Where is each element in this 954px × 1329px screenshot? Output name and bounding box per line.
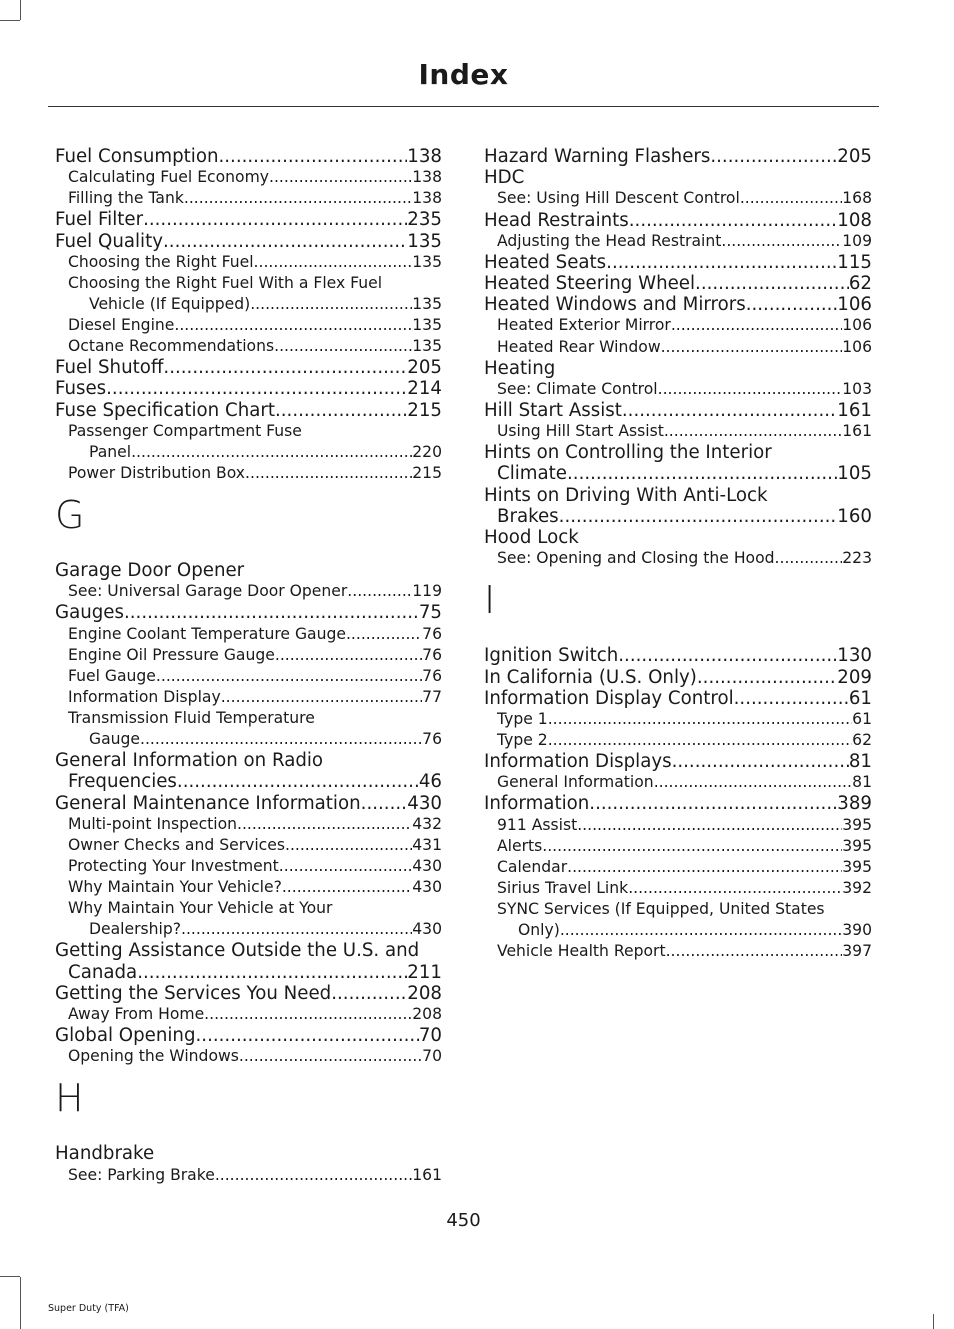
entry-page-number: 76: [422, 666, 442, 685]
index-subentry: [55, 294, 442, 315]
index-entry: [484, 485, 872, 506]
entry-text: Multi-point Inspection: [68, 814, 238, 833]
entry-text: Global Opening: [55, 1025, 196, 1047]
entry-text: Using Hill Start Assist: [497, 422, 664, 441]
entry-text: Hints on Driving With Anti-Lock: [484, 484, 768, 506]
entry-page-number: 46: [418, 771, 442, 793]
dot-leader: [542, 836, 842, 857]
entry-text: Heated Rear Window: [497, 337, 661, 356]
index-entry: [55, 378, 442, 399]
entry-text: Frequencies: [68, 771, 177, 793]
entry-page-number: 75: [418, 602, 442, 624]
dot-leader: [156, 666, 422, 687]
entry-page-number: 135: [412, 337, 442, 356]
entry-text: 911 Assist: [497, 815, 578, 834]
entry-page-number: 395: [842, 815, 872, 834]
index-entry: [484, 793, 872, 814]
entry-text: Filling the Tank: [68, 189, 184, 208]
dot-leader: [140, 729, 422, 750]
dot-leader: [124, 602, 419, 623]
entry-page-number: 209: [837, 666, 872, 688]
index-subentry: [55, 835, 442, 856]
entry-page-number: 61: [852, 709, 872, 728]
page-title: Index: [418, 58, 509, 91]
index-subentry: [55, 877, 442, 898]
entry-text: Gauge: [89, 730, 141, 749]
entry-text: See: Climate Control: [497, 379, 658, 398]
entry-page-number: 70: [418, 1025, 442, 1047]
index-entry: [55, 560, 442, 581]
index-subentry: [55, 188, 442, 209]
dot-leader: [285, 835, 412, 856]
index-subentry: [55, 708, 442, 729]
entry-text: Protecting Your Investment: [68, 857, 279, 876]
dot-leader: [734, 688, 849, 709]
entry-page-number: 106: [837, 294, 872, 316]
entry-page-number: 119: [412, 582, 442, 601]
dot-leader: [346, 624, 422, 645]
entry-text: Why Maintain Your Vehicle at Your: [68, 899, 333, 918]
index-entry: [55, 750, 442, 771]
dot-leader: [177, 771, 419, 792]
entry-page-number: 103: [842, 379, 872, 398]
entry-text: See: Opening and Closing the Hood: [497, 549, 775, 568]
dot-leader: [664, 421, 842, 442]
index-entry: [484, 688, 872, 709]
index-subentry: [484, 899, 872, 920]
entry-page-number: 397: [842, 942, 872, 961]
entry-text: Fuel Gauge: [68, 666, 156, 685]
document-label: Super Duty (TFA): [48, 1303, 129, 1314]
entry-page-number: 160: [837, 505, 872, 527]
entry-text: Adjusting the Head Restraint: [497, 231, 722, 250]
entry-text: HDC: [484, 167, 525, 189]
index-entry: [484, 463, 872, 484]
entry-text: Hazard Warning Flashers: [484, 146, 711, 167]
dot-leader: [204, 1004, 412, 1025]
entry-text: Handbrake: [55, 1143, 155, 1165]
index-entry: [55, 771, 442, 792]
dot-leader: [628, 878, 842, 899]
entry-text: Engine Oil Pressure Gauge: [68, 645, 275, 664]
index-subentry: [484, 878, 872, 899]
entry-text: Passenger Compartment Fuse: [68, 421, 302, 440]
index-entry: [55, 400, 442, 421]
entry-text: Panel: [89, 442, 132, 461]
entry-text: Heated Windows and Mirrors: [484, 294, 746, 316]
index-subentry: [484, 337, 872, 358]
dot-leader: [106, 378, 407, 399]
dot-leader: [560, 920, 842, 941]
entry-page-number: 62: [848, 273, 872, 294]
entry-text: Brakes: [497, 505, 559, 527]
index-entry: [484, 210, 872, 231]
dot-leader: [275, 645, 422, 666]
dot-leader: [215, 1165, 412, 1186]
entry-page-number: 135: [412, 294, 442, 313]
entry-page-number: 390: [842, 921, 872, 940]
index-subentry: [484, 772, 872, 793]
index-subentry: [55, 252, 442, 273]
index-entry: [484, 273, 872, 294]
index-subentry: [55, 442, 442, 463]
entry-text: Canada: [68, 961, 138, 983]
dot-leader: [559, 506, 838, 527]
crop-mark: [0, 1276, 20, 1277]
dot-leader: [672, 751, 849, 772]
index-subentry: [55, 645, 442, 666]
crop-mark: [0, 20, 20, 21]
entry-text: Information Display Control: [484, 687, 734, 709]
index-entry: [55, 357, 442, 378]
index-subentry: [55, 421, 442, 442]
entry-page-number: 223: [842, 549, 872, 568]
dot-leader: [245, 463, 412, 484]
index-column-right: [484, 146, 872, 962]
entry-page-number: 138: [412, 189, 442, 208]
entry-text: Hood Lock: [484, 527, 579, 548]
index-subentry: [55, 687, 442, 708]
page-number: 450: [446, 1210, 481, 1231]
entry-page-number: 432: [412, 814, 442, 833]
dot-leader: [347, 581, 412, 602]
entry-page-number: 235: [407, 209, 442, 231]
entry-page-number: 389: [837, 793, 872, 815]
entry-page-number: 211: [407, 961, 442, 983]
entry-text: Garage Door Opener: [55, 560, 245, 582]
entry-page-number: 106: [842, 316, 872, 335]
entry-page-number: 161: [842, 422, 872, 441]
dot-leader: [567, 857, 842, 878]
entry-text: Calculating Fuel Economy: [68, 168, 269, 187]
dot-leader: [163, 231, 407, 252]
index-entry: [484, 146, 872, 167]
index-entry: [484, 167, 872, 188]
entry-page-number: 106: [842, 337, 872, 356]
entry-page-number: 215: [407, 399, 442, 421]
dot-leader: [671, 315, 842, 336]
index-subentry: [484, 421, 872, 442]
entry-text: Type 2: [497, 731, 548, 749]
section-letter: G: [55, 493, 85, 538]
entry-text: See: Using Hill Descent Control: [497, 189, 740, 208]
entry-text: See: Universal Garage Door Opener: [68, 582, 348, 601]
index-subentry: [55, 919, 442, 940]
entry-page-number: 138: [412, 168, 442, 187]
dot-leader: [282, 877, 412, 898]
entry-text: Choosing the Right Fuel With a Flex Fuel: [68, 273, 383, 292]
crop-mark: [933, 1314, 934, 1329]
entry-text: Information: [484, 793, 590, 815]
entry-text: General Maintenance Information: [55, 792, 361, 814]
entry-page-number: 115: [837, 251, 872, 273]
index-subentry: [55, 1004, 442, 1025]
entry-text: Fuel Filter: [55, 209, 144, 231]
dot-leader: [606, 252, 837, 273]
entry-text: Calendar: [497, 857, 568, 876]
entry-page-number: 430: [407, 792, 442, 814]
entry-text: Information Display: [68, 687, 221, 706]
index-subentry: [484, 709, 872, 730]
entry-page-number: 161: [412, 1165, 442, 1184]
entry-page-number: 76: [422, 645, 442, 664]
index-subentry: [55, 1046, 442, 1067]
index-subentry: [484, 730, 872, 751]
entry-text: General Information: [497, 773, 654, 792]
index-subentry: [55, 1165, 442, 1186]
index-entry: [55, 209, 442, 230]
index-column-left: [55, 146, 442, 1186]
entry-page-number: 138: [407, 146, 442, 167]
index-entry: [55, 983, 442, 1004]
entry-page-number: 76: [422, 624, 442, 643]
entry-text: Why Maintain Your Vehicle?: [68, 878, 282, 897]
entry-text: Vehicle Health Report: [497, 942, 666, 961]
dot-leader: [775, 548, 843, 569]
crop-mark: [20, 0, 21, 20]
entry-text: Fuses: [55, 378, 107, 400]
crop-mark: [20, 1277, 21, 1329]
entry-text: Heated Exterior Mirror: [497, 316, 671, 335]
entry-text: Away From Home: [68, 1005, 205, 1023]
index-subentry: [55, 463, 442, 484]
entry-page-number: 81: [848, 751, 872, 773]
entry-page-number: 205: [837, 146, 872, 167]
entry-text: Only): [518, 921, 560, 940]
index-entry: [55, 1025, 442, 1046]
entry-text: Alerts: [497, 836, 543, 855]
entry-text: Vehicle (If Equipped): [89, 294, 251, 313]
dot-leader: [331, 983, 407, 1004]
entry-text: Engine Coolant Temperature Gauge: [68, 624, 346, 643]
index-entry: [484, 252, 872, 273]
index-subentry: [484, 231, 872, 252]
dot-leader: [196, 1025, 419, 1046]
title-divider: [48, 106, 879, 107]
entry-page-number: 430: [412, 878, 442, 897]
index-entry: [55, 146, 442, 167]
entry-page-number: 430: [412, 857, 442, 876]
entry-text: In California (U.S. Only): [484, 666, 697, 688]
dot-leader: [658, 379, 843, 400]
index-subentry: [55, 898, 442, 919]
index-subentry: [484, 857, 872, 878]
entry-text: Gauges: [55, 602, 124, 624]
entry-text: Heating: [484, 357, 556, 379]
dot-leader: [163, 357, 407, 378]
index-entry: [484, 400, 872, 421]
index-subentry: [55, 315, 442, 336]
index-entry: [55, 962, 442, 983]
index-subentry: [55, 336, 442, 357]
entry-page-number: 61: [848, 687, 872, 709]
entry-page-number: 77: [422, 687, 442, 706]
index-subentry: [55, 624, 442, 645]
entry-page-number: 135: [407, 230, 442, 252]
entry-page-number: 168: [842, 189, 872, 208]
index-entry: [484, 645, 872, 666]
entry-page-number: 108: [837, 209, 872, 231]
index-entry: [484, 667, 872, 688]
entry-page-number: 208: [407, 982, 442, 1004]
entry-text: Information Displays: [484, 751, 672, 773]
entry-text: Heated Seats: [484, 251, 607, 273]
entry-text: SYNC Services (If Equipped, United States: [497, 899, 825, 918]
index-subentry: [55, 814, 442, 835]
dot-leader: [697, 667, 837, 688]
index-subentry: [484, 548, 872, 569]
dot-leader: [275, 400, 407, 421]
entry-page-number: 214: [407, 378, 442, 400]
entry-text: Hints on Controlling the Interior: [484, 442, 772, 464]
index-subentry: [55, 273, 442, 294]
dot-leader: [181, 919, 412, 940]
entry-text: Fuel Quality: [55, 230, 164, 252]
index-entry: [484, 358, 872, 379]
dot-leader: [654, 772, 852, 793]
dot-leader: [361, 793, 408, 814]
dot-leader: [548, 709, 852, 730]
entry-text: Fuse Specification Chart: [55, 399, 275, 421]
dot-leader: [629, 210, 838, 231]
dot-leader: [143, 209, 407, 230]
entry-page-number: 205: [407, 357, 442, 379]
entry-page-number: 135: [412, 316, 442, 335]
dot-leader: [666, 941, 843, 962]
index-entry: [484, 442, 872, 463]
dot-leader: [740, 188, 842, 209]
dot-leader: [137, 962, 407, 983]
dot-leader: [254, 252, 413, 273]
entry-text: Fuel Shutoff: [55, 357, 164, 379]
entry-text: Fuel Consumption: [55, 146, 219, 167]
dot-leader: [567, 463, 837, 484]
index-subentry: [55, 167, 442, 188]
entry-text: Diesel Engine: [68, 316, 175, 335]
entry-page-number: 109: [842, 231, 872, 250]
entry-page-number: 395: [842, 836, 872, 855]
dot-leader: [279, 856, 412, 877]
index-entry: [484, 294, 872, 315]
entry-text: Getting Assistance Outside the U.S. and: [55, 940, 420, 962]
entry-page-number: 62: [852, 731, 872, 749]
entry-page-number: 431: [412, 835, 442, 854]
dot-leader: [174, 315, 412, 336]
entry-page-number: 70: [422, 1047, 442, 1066]
index-subentry: [55, 666, 442, 687]
entry-text: Climate: [497, 463, 567, 485]
index-subentry: [484, 941, 872, 962]
index-subentry: [55, 729, 442, 750]
dot-leader: [721, 231, 842, 252]
dot-leader: [237, 814, 412, 835]
index-entry: [55, 231, 442, 252]
entry-text: See: Parking Brake: [68, 1165, 215, 1184]
dot-leader: [589, 793, 837, 814]
entry-text: Head Restraints: [484, 209, 629, 231]
entry-page-number: 81: [852, 773, 872, 792]
entry-page-number: 76: [422, 730, 442, 749]
entry-text: Choosing the Right Fuel: [68, 252, 254, 271]
dot-leader: [239, 1046, 422, 1067]
dot-leader: [269, 167, 412, 188]
dot-leader: [548, 730, 852, 751]
index-entry: [55, 940, 442, 961]
dot-leader: [746, 294, 838, 315]
entry-page-number: 130: [837, 645, 872, 667]
dot-leader: [695, 273, 849, 294]
index-entry: [484, 506, 872, 527]
dot-leader: [622, 400, 837, 421]
index-subentry: [55, 581, 442, 602]
index-subentry: [484, 815, 872, 836]
entry-text: Sirius Travel Link: [497, 878, 629, 897]
entry-text: Ignition Switch: [484, 645, 619, 667]
index-subentry: [484, 920, 872, 941]
dot-leader: [250, 294, 412, 315]
index-entry: [484, 751, 872, 772]
entry-page-number: 430: [412, 920, 442, 939]
entry-text: Transmission Fluid Temperature: [68, 709, 315, 728]
entry-page-number: 395: [842, 857, 872, 876]
entry-text: Type 1: [497, 709, 548, 728]
dot-leader: [274, 336, 412, 357]
index-entry: [484, 527, 872, 548]
index-subentry: [55, 856, 442, 877]
section-letter: H: [55, 1076, 84, 1121]
entry-text: Getting the Services You Need: [55, 982, 332, 1004]
index-subentry: [484, 379, 872, 400]
dot-leader: [218, 146, 407, 167]
dot-leader: [710, 146, 837, 167]
dot-leader: [184, 188, 412, 209]
index-subentry: [484, 836, 872, 857]
index-subentry: [484, 315, 872, 336]
dot-leader: [577, 815, 842, 836]
entry-text: General Information on Radio: [55, 750, 324, 772]
index-entry: [55, 602, 442, 623]
entry-page-number: 161: [837, 399, 872, 421]
entry-page-number: 105: [837, 463, 872, 485]
entry-text: Dealership?: [89, 920, 182, 939]
index-entry: [55, 793, 442, 814]
entry-text: Octane Recommendations: [68, 337, 275, 356]
entry-text: Hill Start Assist: [484, 399, 622, 421]
section-letter: I: [484, 578, 496, 623]
entry-page-number: 392: [842, 878, 872, 897]
entry-page-number: 208: [412, 1005, 442, 1023]
entry-text: Owner Checks and Services: [68, 835, 285, 854]
index-entry: [55, 1143, 442, 1164]
entry-text: Power Distribution Box: [68, 464, 246, 483]
entry-text: Heated Steering Wheel: [484, 273, 696, 294]
dot-leader: [131, 442, 412, 463]
dot-leader: [221, 687, 422, 708]
entry-page-number: 135: [412, 252, 442, 271]
entry-page-number: 220: [412, 442, 442, 461]
index-subentry: [484, 188, 872, 209]
dot-leader: [661, 337, 843, 358]
entry-text: Opening the Windows: [68, 1047, 239, 1066]
dot-leader: [618, 645, 837, 666]
entry-page-number: 215: [412, 464, 442, 483]
